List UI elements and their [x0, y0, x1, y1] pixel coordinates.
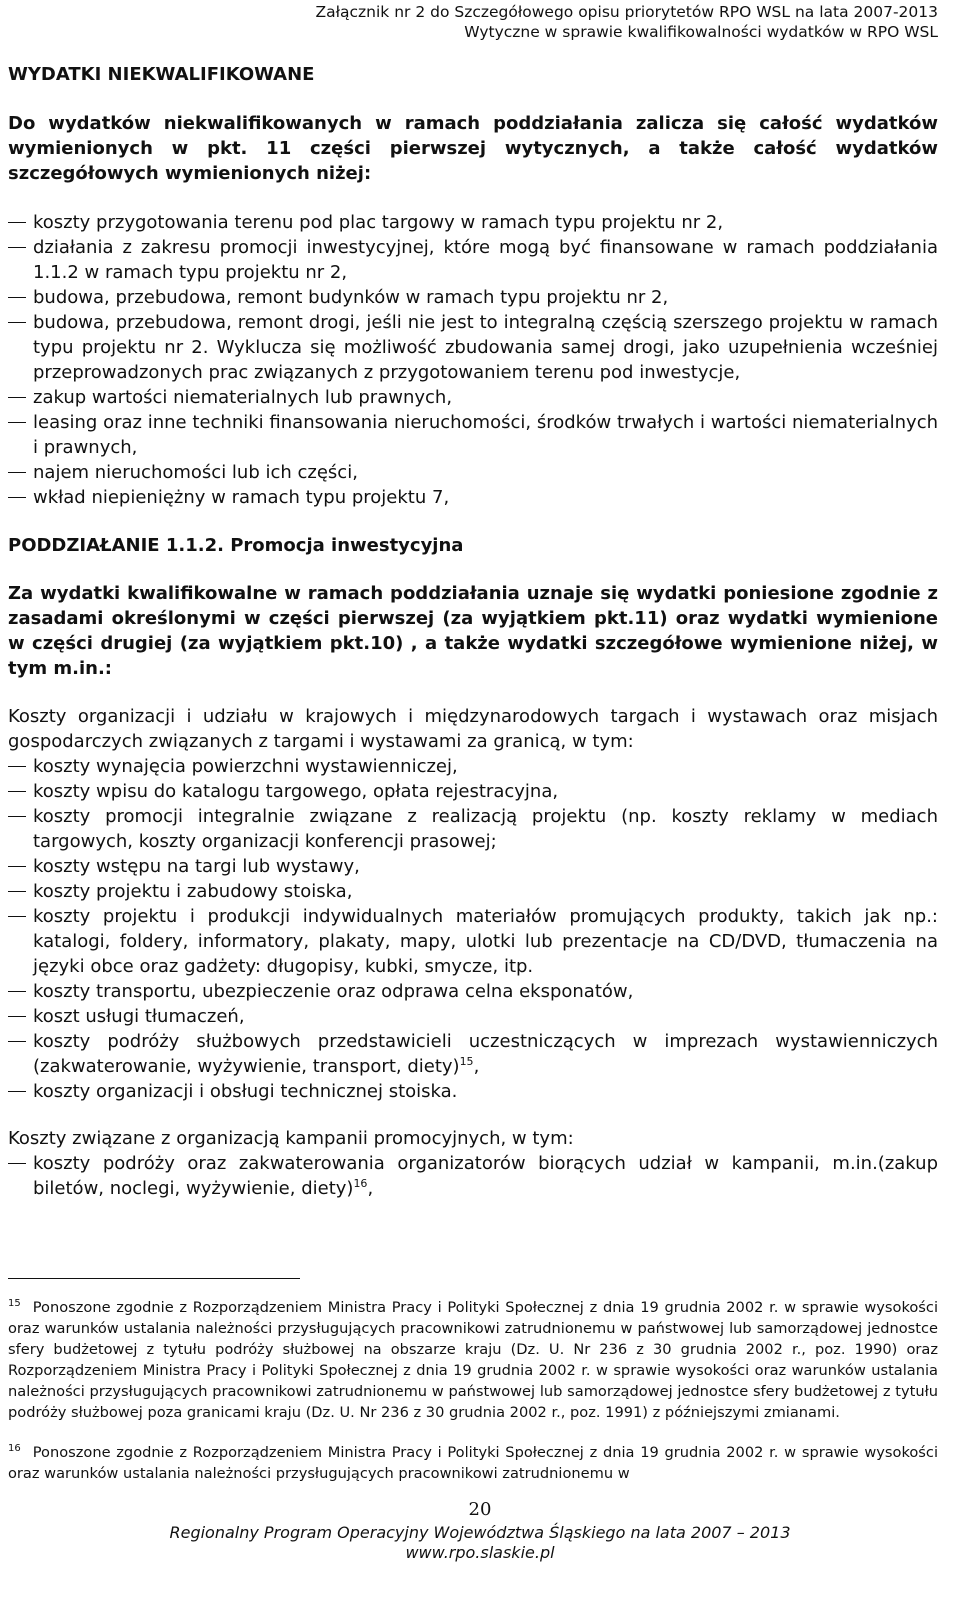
footnote-number: 15 [8, 1298, 21, 1309]
list-item-tail: , [367, 1178, 374, 1199]
list-item: budowa, przebudowa, remont drogi, jeśli nie jest to integralną częścią szerszego projektu w ramach typu projektu nr 2. Wyklucza się możliwość zbudowania samej drogi, jako uzupełnienia wcześniej przeprowadzonych prac związanych z przygotowaniem terenu pod inwestycje, [8, 310, 938, 385]
group2-heading: Koszty związane z organizacją kampanii promocyjnych, w tym: [8, 1128, 574, 1149]
section2-intro: Za wydatki kwalifikowalne w ramach poddziałania uznaje się wydatki poniesione zgodnie z zasadami określonymi w części pierwszej (za wyjątkiem pkt.11) oraz wydatki wymienione w części drugiej (za wyjątkiem pkt.10) , a także wydatki szczegółowe wymienione niżej, w tym m.in.: [8, 583, 938, 679]
footnote-ref-15: 15 [459, 1055, 474, 1068]
list-item: najem nieruchomości lub ich części, [8, 460, 938, 485]
list-item: budowa, przebudowa, remont budynków w ramach typu projektu nr 2, [8, 285, 938, 310]
list-item: koszty wstępu na targi lub wystawy, [8, 854, 938, 879]
footer-program-name: Regionalny Program Operacyjny Województwa Śląskiego na lata 2007 – 2013 [169, 1523, 791, 1542]
footnote-15 [8, 1297, 938, 1423]
list-item: koszty wynajęcia powierzchni wystawienniczej, [8, 754, 938, 779]
page-number: 20 [468, 1499, 492, 1520]
list-item-text: koszty podróży oraz zakwaterowania organizatorów biorących udział w kampanii, m.in.(zakup biletów, noclegi, wyżywienie, diety) [33, 1153, 938, 1199]
list-item: koszty promocji integralnie związane z realizacją projektu (np. koszty reklamy w mediach targowych, koszty organizacji konferencji prasowej; [8, 804, 938, 854]
list-item-text: koszty podróży służbowych przedstawicieli uczestniczących w imprezach wystawienniczych (zakwaterowanie, wyżywienie, transport, diety) [33, 1031, 938, 1077]
ineligible-expenses-list [8, 210, 938, 510]
list-item: koszty transportu, ubezpieczenie oraz odprawa celna eksponatów, [8, 979, 938, 1004]
footnote-separator [8, 1278, 300, 1279]
list-item: koszty projektu i produkcji indywidualnych materiałów promujących produkty, takich jak np.: katalogi, foldery, informatory, plakaty, mapy, ulotki lub prezentacje na CD/DVD, tłumaczenia na języki obce oraz gadżety: długopisy, kubki, smycze, itp. [8, 904, 938, 979]
footnote-number: 16 [8, 1443, 21, 1454]
section1-intro: Do wydatków niekwalifikowanych w ramach poddziałania zalicza się całość wydatków wymienionych w pkt. 11 części pierwszej wytycznych, a także całość wydatków szczegółowych wymienionych niżej: [8, 113, 938, 184]
list-item: zakup wartości niematerialnych lub prawnych, [8, 385, 938, 410]
list-item: działania z zakresu promocji inwestycyjnej, które mogą być finansowane w ramach poddziałania 1.1.2 w ramach typu projektu nr 2, [8, 235, 938, 285]
list-item [8, 1151, 938, 1201]
footnotes [8, 1297, 938, 1484]
header-line-2: Wytyczne w sprawie kwalifikowalności wydatków w RPO WSL [464, 23, 938, 41]
list-item [8, 1029, 938, 1079]
list-item: koszty projektu i zabudowy stoiska, [8, 879, 938, 904]
page-footer [0, 1523, 960, 1563]
group1-heading: Koszty organizacji i udziału w krajowych i międzynarodowych targach i wystawach oraz misjach gospodarczych związanych z targami i wystawami za granicą, w tym: [8, 706, 938, 752]
footnote-text: Ponoszone zgodnie z Rozporządzeniem Ministra Pracy i Polityki Społecznej z dnia 19 grudnia 2002 r. w sprawie wysokości oraz warunków ustalania należności przysługujących pracownikowi zatrudnionemu w [8, 1444, 938, 1482]
page-header [0, 0, 960, 42]
footnote-16 [8, 1442, 938, 1484]
document-body [8, 62, 938, 1201]
list-item: wkład niepieniężny w ramach typu projektu 7, [8, 485, 938, 510]
footer-website: www.rpo.slaskie.pl [405, 1543, 555, 1562]
footnote-text: Ponoszone zgodnie z Rozporządzeniem Ministra Pracy i Polityki Społecznej z dnia 19 grudnia 2002 r. w sprawie wysokości oraz warunków ustalania należności przysługujących pracownikowi zatrudnionemu w państwowej lub samorządowej jednostce sfery budżetowej z tytułu podróży służbowej na obszarze kraju (Dz. U. Nr 236 z 30 grudnia 2002 r., poz. 1990) oraz Rozporządzeniem Ministra Pracy i Polityki Społecznej z dnia 19 grudnia 2002 r. w sprawie wysokości oraz warunków ustalania należności przysługujących pracownikowi zatrudnionemu w państwowej lub samorządowej jednostce sfery budżetowej z tytułu podróży służbowej poza granicami kraju (Dz. U. Nr 236 z 30 grudnia 2002 r., poz. 1991) z późniejszymi zmianami. [8, 1299, 938, 1421]
list-item-tail: , [473, 1056, 480, 1077]
section-title-poddzialanie: PODDZIAŁANIE 1.1.2. Promocja inwestycyjna [8, 535, 464, 556]
section-title-niekwalifikowane: WYDATKI NIEKWALIFIKOWANE [8, 64, 315, 85]
list-item: leasing oraz inne techniki finansowania nieruchomości, środków trwałych i wartości niematerialnych i prawnych, [8, 410, 938, 460]
list-item: koszt usługi tłumaczeń, [8, 1004, 938, 1029]
list-item: koszty wpisu do katalogu targowego, opłata rejestracyjna, [8, 779, 938, 804]
list-item: koszty przygotowania terenu pod plac targowy w ramach typu projektu nr 2, [8, 210, 938, 235]
list-item: koszty organizacji i obsługi technicznej stoiska. [8, 1079, 938, 1104]
footnote-ref-16: 16 [353, 1177, 368, 1190]
trade-fair-costs-list [8, 754, 938, 1104]
header-line-1: Załącznik nr 2 do Szczegółowego opisu priorytetów RPO WSL na lata 2007-2013 [315, 3, 938, 21]
campaign-costs-list [8, 1151, 938, 1201]
